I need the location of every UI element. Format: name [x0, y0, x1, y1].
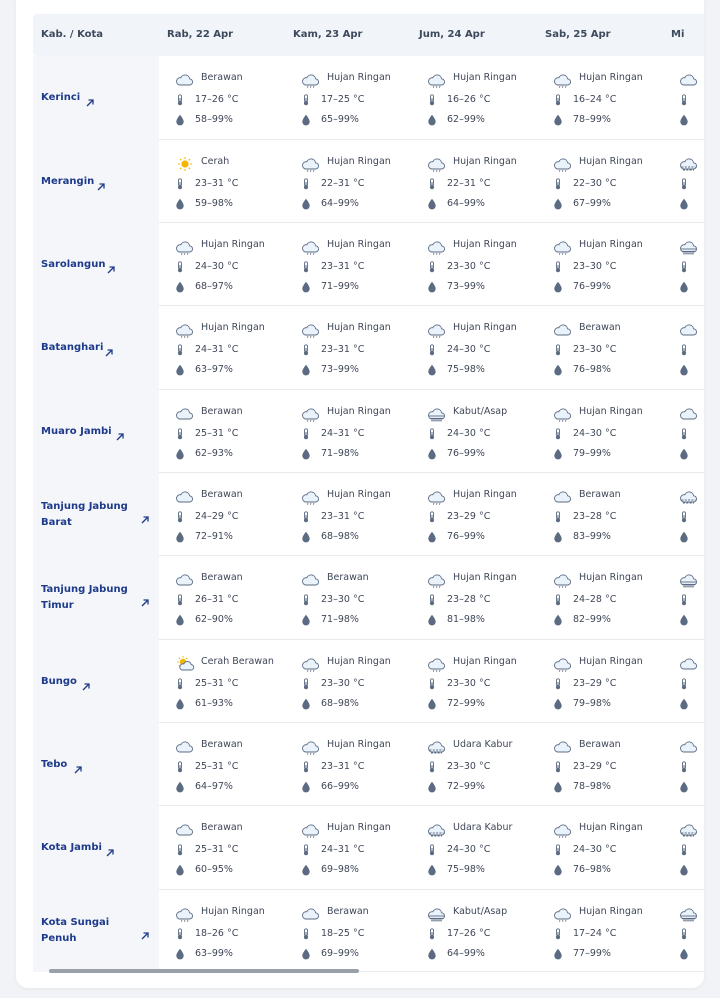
region-cell	[33, 723, 159, 806]
temperature-range: 24–31 °C	[195, 344, 239, 355]
condition-text: Hujan Ringan	[453, 72, 517, 83]
external-link-icon[interactable]	[96, 177, 106, 187]
forecast-cell	[671, 890, 704, 972]
forecast-cell	[545, 140, 670, 223]
humidity-range: 64–97%	[195, 781, 233, 792]
humidity-range: 64–99%	[321, 198, 359, 209]
forecast-card	[16, 0, 704, 988]
forecast-cell	[419, 223, 544, 306]
region-cell	[33, 390, 159, 473]
humidity-range: 77–99%	[573, 948, 611, 959]
condition-text: Berawan	[579, 739, 621, 750]
horizontal-scrollbar[interactable]	[49, 969, 359, 973]
humidity-range: 76–98%	[573, 864, 611, 875]
temperature-range: 23–28 °C	[447, 594, 491, 605]
temperature-range: 23–31 °C	[321, 344, 365, 355]
humidity-range: 83–99%	[573, 531, 611, 542]
region-link[interactable]: Kerinci	[41, 92, 81, 103]
temperature-range: 23–30 °C	[321, 678, 365, 689]
temperature-range: 25–31 °C	[195, 428, 239, 439]
region-link[interactable]: Batanghari	[41, 342, 104, 353]
external-link-icon[interactable]	[85, 93, 95, 103]
forecast-cell	[671, 306, 704, 390]
region-cell	[33, 223, 159, 306]
forecast-cell	[545, 390, 670, 473]
condition-text: Berawan	[201, 822, 243, 833]
humidity-range: 79–98%	[573, 698, 611, 709]
condition-text: Hujan Ringan	[327, 72, 391, 83]
forecast-cell	[545, 723, 670, 806]
temperature-range: 24–30 °C	[447, 344, 491, 355]
temperature-range: 17–26 °C	[195, 94, 239, 105]
humidity-range: 69–99%	[321, 948, 359, 959]
forecast-cell	[293, 223, 418, 306]
temperature-range: 18–25 °C	[321, 928, 365, 939]
region-cell	[33, 890, 159, 972]
temperature-range: 18–26 °C	[195, 928, 239, 939]
temperature-range: 23–29 °C	[447, 511, 491, 522]
forecast-cell	[419, 890, 544, 972]
forecast-cell	[671, 390, 704, 473]
humidity-range: 68–98%	[321, 531, 359, 542]
humidity-range: 79–99%	[573, 448, 611, 459]
temperature-range: 23–30 °C	[573, 344, 617, 355]
temperature-range: 23–30 °C	[447, 761, 491, 772]
forecast-cell	[293, 140, 418, 223]
forecast-cell	[671, 223, 704, 306]
humidity-range: 60–95%	[195, 864, 233, 875]
external-link-icon[interactable]	[73, 760, 83, 770]
forecast-cell	[419, 723, 544, 806]
condition-text: Berawan	[327, 572, 369, 583]
condition-text: Hujan Ringan	[453, 656, 517, 667]
condition-text: Hujan Ringan	[327, 322, 391, 333]
humidity-range: 63–97%	[195, 364, 233, 375]
region-link[interactable]: Muaro Jambi	[41, 425, 112, 437]
external-link-icon[interactable]	[140, 593, 150, 603]
table-row	[33, 723, 704, 806]
region-link[interactable]: Kota Sungai Penuh	[41, 917, 110, 944]
condition-text: Hujan Ringan	[201, 322, 265, 333]
forecast-cell	[167, 56, 292, 140]
forecast-cell	[293, 56, 418, 140]
forecast-table[interactable]	[33, 14, 704, 972]
table-row	[33, 890, 704, 972]
forecast-cell	[545, 806, 670, 890]
forecast-cell	[671, 140, 704, 223]
forecast-cell	[167, 223, 292, 306]
external-link-icon[interactable]	[115, 427, 125, 437]
region-cell	[33, 556, 159, 640]
condition-text: Berawan	[327, 906, 369, 917]
humidity-range: 76–99%	[447, 448, 485, 459]
forecast-cell	[167, 473, 292, 556]
forecast-cell	[671, 723, 704, 806]
condition-text: Cerah	[201, 156, 230, 167]
condition-text: Hujan Ringan	[327, 739, 391, 750]
region-link[interactable]: Tebo	[41, 758, 68, 770]
forecast-cell	[293, 640, 418, 723]
temperature-range: 23–29 °C	[573, 678, 617, 689]
forecast-cell	[167, 806, 292, 890]
forecast-cell	[671, 640, 704, 723]
forecast-cell	[419, 390, 544, 473]
forecast-cell	[671, 56, 704, 140]
condition-text: Hujan Ringan	[453, 572, 517, 583]
region-cell	[33, 640, 159, 723]
temperature-range: 25–31 °C	[195, 761, 239, 772]
temperature-range: 24–31 °C	[321, 844, 365, 855]
condition-text: Udara Kabur	[453, 739, 513, 750]
condition-text: Hujan Ringan	[327, 156, 391, 167]
humidity-range: 68–97%	[195, 281, 233, 292]
temperature-range: 23–30 °C	[447, 261, 491, 272]
condition-text: Hujan Ringan	[327, 239, 391, 250]
condition-text: Berawan	[201, 489, 243, 500]
humidity-range: 76–99%	[573, 281, 611, 292]
condition-text: Berawan	[201, 406, 243, 417]
forecast-cell	[545, 306, 670, 390]
forecast-cell	[167, 140, 292, 223]
condition-text: Berawan	[579, 489, 621, 500]
temperature-range: 22–30 °C	[573, 178, 617, 189]
temperature-range: 23–31 °C	[195, 178, 239, 189]
humidity-range: 71–98%	[321, 448, 359, 459]
humidity-range: 63–99%	[195, 948, 233, 959]
region-cell	[33, 306, 159, 390]
forecast-cell	[545, 890, 670, 972]
external-link-icon[interactable]	[104, 343, 114, 353]
region-link[interactable]: Bungo	[41, 675, 77, 687]
header-day-4: Sab, 25 Apr	[545, 29, 611, 40]
external-link-icon[interactable]	[140, 510, 150, 520]
humidity-range: 76–99%	[447, 531, 485, 542]
forecast-cell	[671, 806, 704, 890]
forecast-cell	[167, 390, 292, 473]
forecast-cell	[545, 223, 670, 306]
region-link[interactable]: Tanjung Jabung Timur	[41, 584, 128, 611]
humidity-range: 81–98%	[447, 614, 485, 625]
temperature-range: 24–30 °C	[447, 844, 491, 855]
humidity-range: 73–99%	[321, 364, 359, 375]
temperature-range: 25–31 °C	[195, 678, 239, 689]
temperature-range: 24–31 °C	[321, 428, 365, 439]
humidity-range: 64–99%	[447, 198, 485, 209]
condition-text: Hujan Ringan	[579, 822, 643, 833]
table-row	[33, 56, 704, 140]
region-link[interactable]: Kota Jambi	[41, 842, 102, 853]
external-link-icon[interactable]	[105, 843, 115, 853]
forecast-cell	[419, 140, 544, 223]
condition-text: Berawan	[201, 72, 243, 83]
table-row	[33, 806, 704, 890]
temperature-range: 16–26 °C	[447, 94, 491, 105]
humidity-range: 72–99%	[447, 698, 485, 709]
forecast-cell	[419, 306, 544, 390]
temperature-range: 25–31 °C	[195, 844, 239, 855]
region-cell	[33, 56, 159, 140]
temperature-range: 24–28 °C	[573, 594, 617, 605]
condition-text: Hujan Ringan	[327, 656, 391, 667]
region-link[interactable]: Sarolangun	[41, 258, 106, 270]
forecast-cell	[293, 473, 418, 556]
forecast-cell	[545, 56, 670, 140]
humidity-range: 69–98%	[321, 864, 359, 875]
humidity-range: 64–99%	[447, 948, 485, 959]
table-row	[33, 556, 704, 640]
forecast-cell	[293, 806, 418, 890]
table-row	[33, 223, 704, 306]
condition-text: Hujan Ringan	[201, 906, 265, 917]
humidity-range: 76–98%	[573, 364, 611, 375]
humidity-range: 75–98%	[447, 364, 485, 375]
forecast-cell	[419, 640, 544, 723]
condition-text: Cerah Berawan	[201, 656, 274, 667]
temperature-range: 23–31 °C	[321, 761, 365, 772]
external-link-icon[interactable]	[81, 677, 91, 687]
forecast-cell	[419, 473, 544, 556]
forecast-cell	[167, 306, 292, 390]
temperature-range: 24–30 °C	[447, 428, 491, 439]
humidity-range: 66–99%	[321, 781, 359, 792]
temperature-range: 23–31 °C	[321, 261, 365, 272]
header-day-3: Jum, 24 Apr	[419, 29, 485, 40]
temperature-range: 24–30 °C	[195, 261, 239, 272]
temperature-range: 26–31 °C	[195, 594, 239, 605]
temperature-range: 24–29 °C	[195, 511, 239, 522]
forecast-cell	[545, 556, 670, 640]
table-header	[33, 14, 704, 56]
condition-text: Hujan Ringan	[579, 906, 643, 917]
forecast-cell	[545, 640, 670, 723]
table-row	[33, 473, 704, 556]
condition-text: Hujan Ringan	[579, 239, 643, 250]
header-day-2: Kam, 23 Apr	[293, 29, 363, 40]
condition-text: Hujan Ringan	[453, 239, 517, 250]
humidity-range: 73–99%	[447, 281, 485, 292]
forecast-cell	[293, 306, 418, 390]
humidity-range: 61–93%	[195, 698, 233, 709]
temperature-range: 22–31 °C	[321, 178, 365, 189]
humidity-range: 75–98%	[447, 864, 485, 875]
forecast-cell	[167, 890, 292, 972]
header-day-5: Mi	[671, 29, 685, 40]
external-link-icon[interactable]	[140, 926, 150, 936]
region-link[interactable]: Tanjung Jabung Barat	[41, 500, 128, 528]
temperature-range: 23–31 °C	[321, 511, 365, 522]
table-row	[33, 140, 704, 223]
forecast-cell	[293, 723, 418, 806]
header-day-1: Rab, 22 Apr	[167, 29, 234, 40]
humidity-range: 59–98%	[195, 198, 233, 209]
region-cell	[33, 140, 159, 223]
table-row	[33, 640, 704, 723]
forecast-cell	[167, 556, 292, 640]
humidity-range: 78–99%	[573, 114, 611, 125]
humidity-range: 71–99%	[321, 281, 359, 292]
forecast-cell	[167, 640, 292, 723]
condition-text: Berawan	[201, 572, 243, 583]
humidity-range: 71–98%	[321, 614, 359, 625]
humidity-range: 82–99%	[573, 614, 611, 625]
condition-text: Hujan Ringan	[327, 822, 391, 833]
temperature-range: 17–26 °C	[447, 928, 491, 939]
condition-text: Hujan Ringan	[201, 239, 265, 250]
region-link[interactable]: Merangin	[41, 175, 95, 187]
humidity-range: 67–99%	[573, 198, 611, 209]
temperature-range: 23–30 °C	[447, 678, 491, 689]
temperature-range: 23–28 °C	[573, 511, 617, 522]
temperature-range: 23–30 °C	[573, 261, 617, 272]
humidity-range: 78–98%	[573, 781, 611, 792]
forecast-cell	[419, 556, 544, 640]
humidity-range: 68–98%	[321, 698, 359, 709]
temperature-range: 23–29 °C	[573, 761, 617, 772]
condition-text: Hujan Ringan	[579, 406, 643, 417]
table-row	[33, 306, 704, 390]
forecast-cell	[671, 556, 704, 640]
humidity-range: 72–91%	[195, 531, 233, 542]
temperature-range: 16–24 °C	[573, 94, 617, 105]
forecast-cell	[293, 890, 418, 972]
condition-text: Hujan Ringan	[579, 156, 643, 167]
temperature-range: 24–30 °C	[573, 844, 617, 855]
humidity-range: 62–93%	[195, 448, 233, 459]
header-region: Kab. / Kota	[41, 29, 104, 40]
condition-text: Kabut/Asap	[453, 406, 508, 417]
forecast-cell	[167, 723, 292, 806]
condition-text: Hujan Ringan	[579, 572, 643, 583]
external-link-icon[interactable]	[106, 260, 116, 270]
condition-text: Berawan	[579, 322, 621, 333]
temperature-range: 24–30 °C	[573, 428, 617, 439]
condition-text: Hujan Ringan	[579, 72, 643, 83]
condition-text: Hujan Ringan	[327, 406, 391, 417]
forecast-cell	[671, 473, 704, 556]
humidity-range: 72–99%	[447, 781, 485, 792]
humidity-range: 62–99%	[447, 114, 485, 125]
condition-text: Hujan Ringan	[579, 656, 643, 667]
temperature-range: 17–25 °C	[321, 94, 365, 105]
condition-text: Hujan Ringan	[453, 489, 517, 500]
condition-text: Udara Kabur	[453, 822, 513, 833]
condition-text: Hujan Ringan	[453, 322, 517, 333]
forecast-cell	[419, 806, 544, 890]
humidity-range: 65–99%	[321, 114, 359, 125]
forecast-cell	[545, 473, 670, 556]
temperature-range: 22–31 °C	[447, 178, 491, 189]
table-row	[33, 390, 704, 473]
condition-text: Kabut/Asap	[453, 906, 508, 917]
region-cell	[33, 806, 159, 890]
condition-text: Hujan Ringan	[453, 156, 517, 167]
forecast-cell	[293, 390, 418, 473]
humidity-range: 58–99%	[195, 114, 233, 125]
forecast-cell	[419, 56, 544, 140]
condition-text: Berawan	[201, 739, 243, 750]
temperature-range: 23–30 °C	[321, 594, 365, 605]
humidity-range: 62–90%	[195, 614, 233, 625]
temperature-range: 17–24 °C	[573, 928, 617, 939]
condition-text: Hujan Ringan	[327, 489, 391, 500]
region-cell	[33, 473, 159, 556]
forecast-cell	[293, 556, 418, 640]
